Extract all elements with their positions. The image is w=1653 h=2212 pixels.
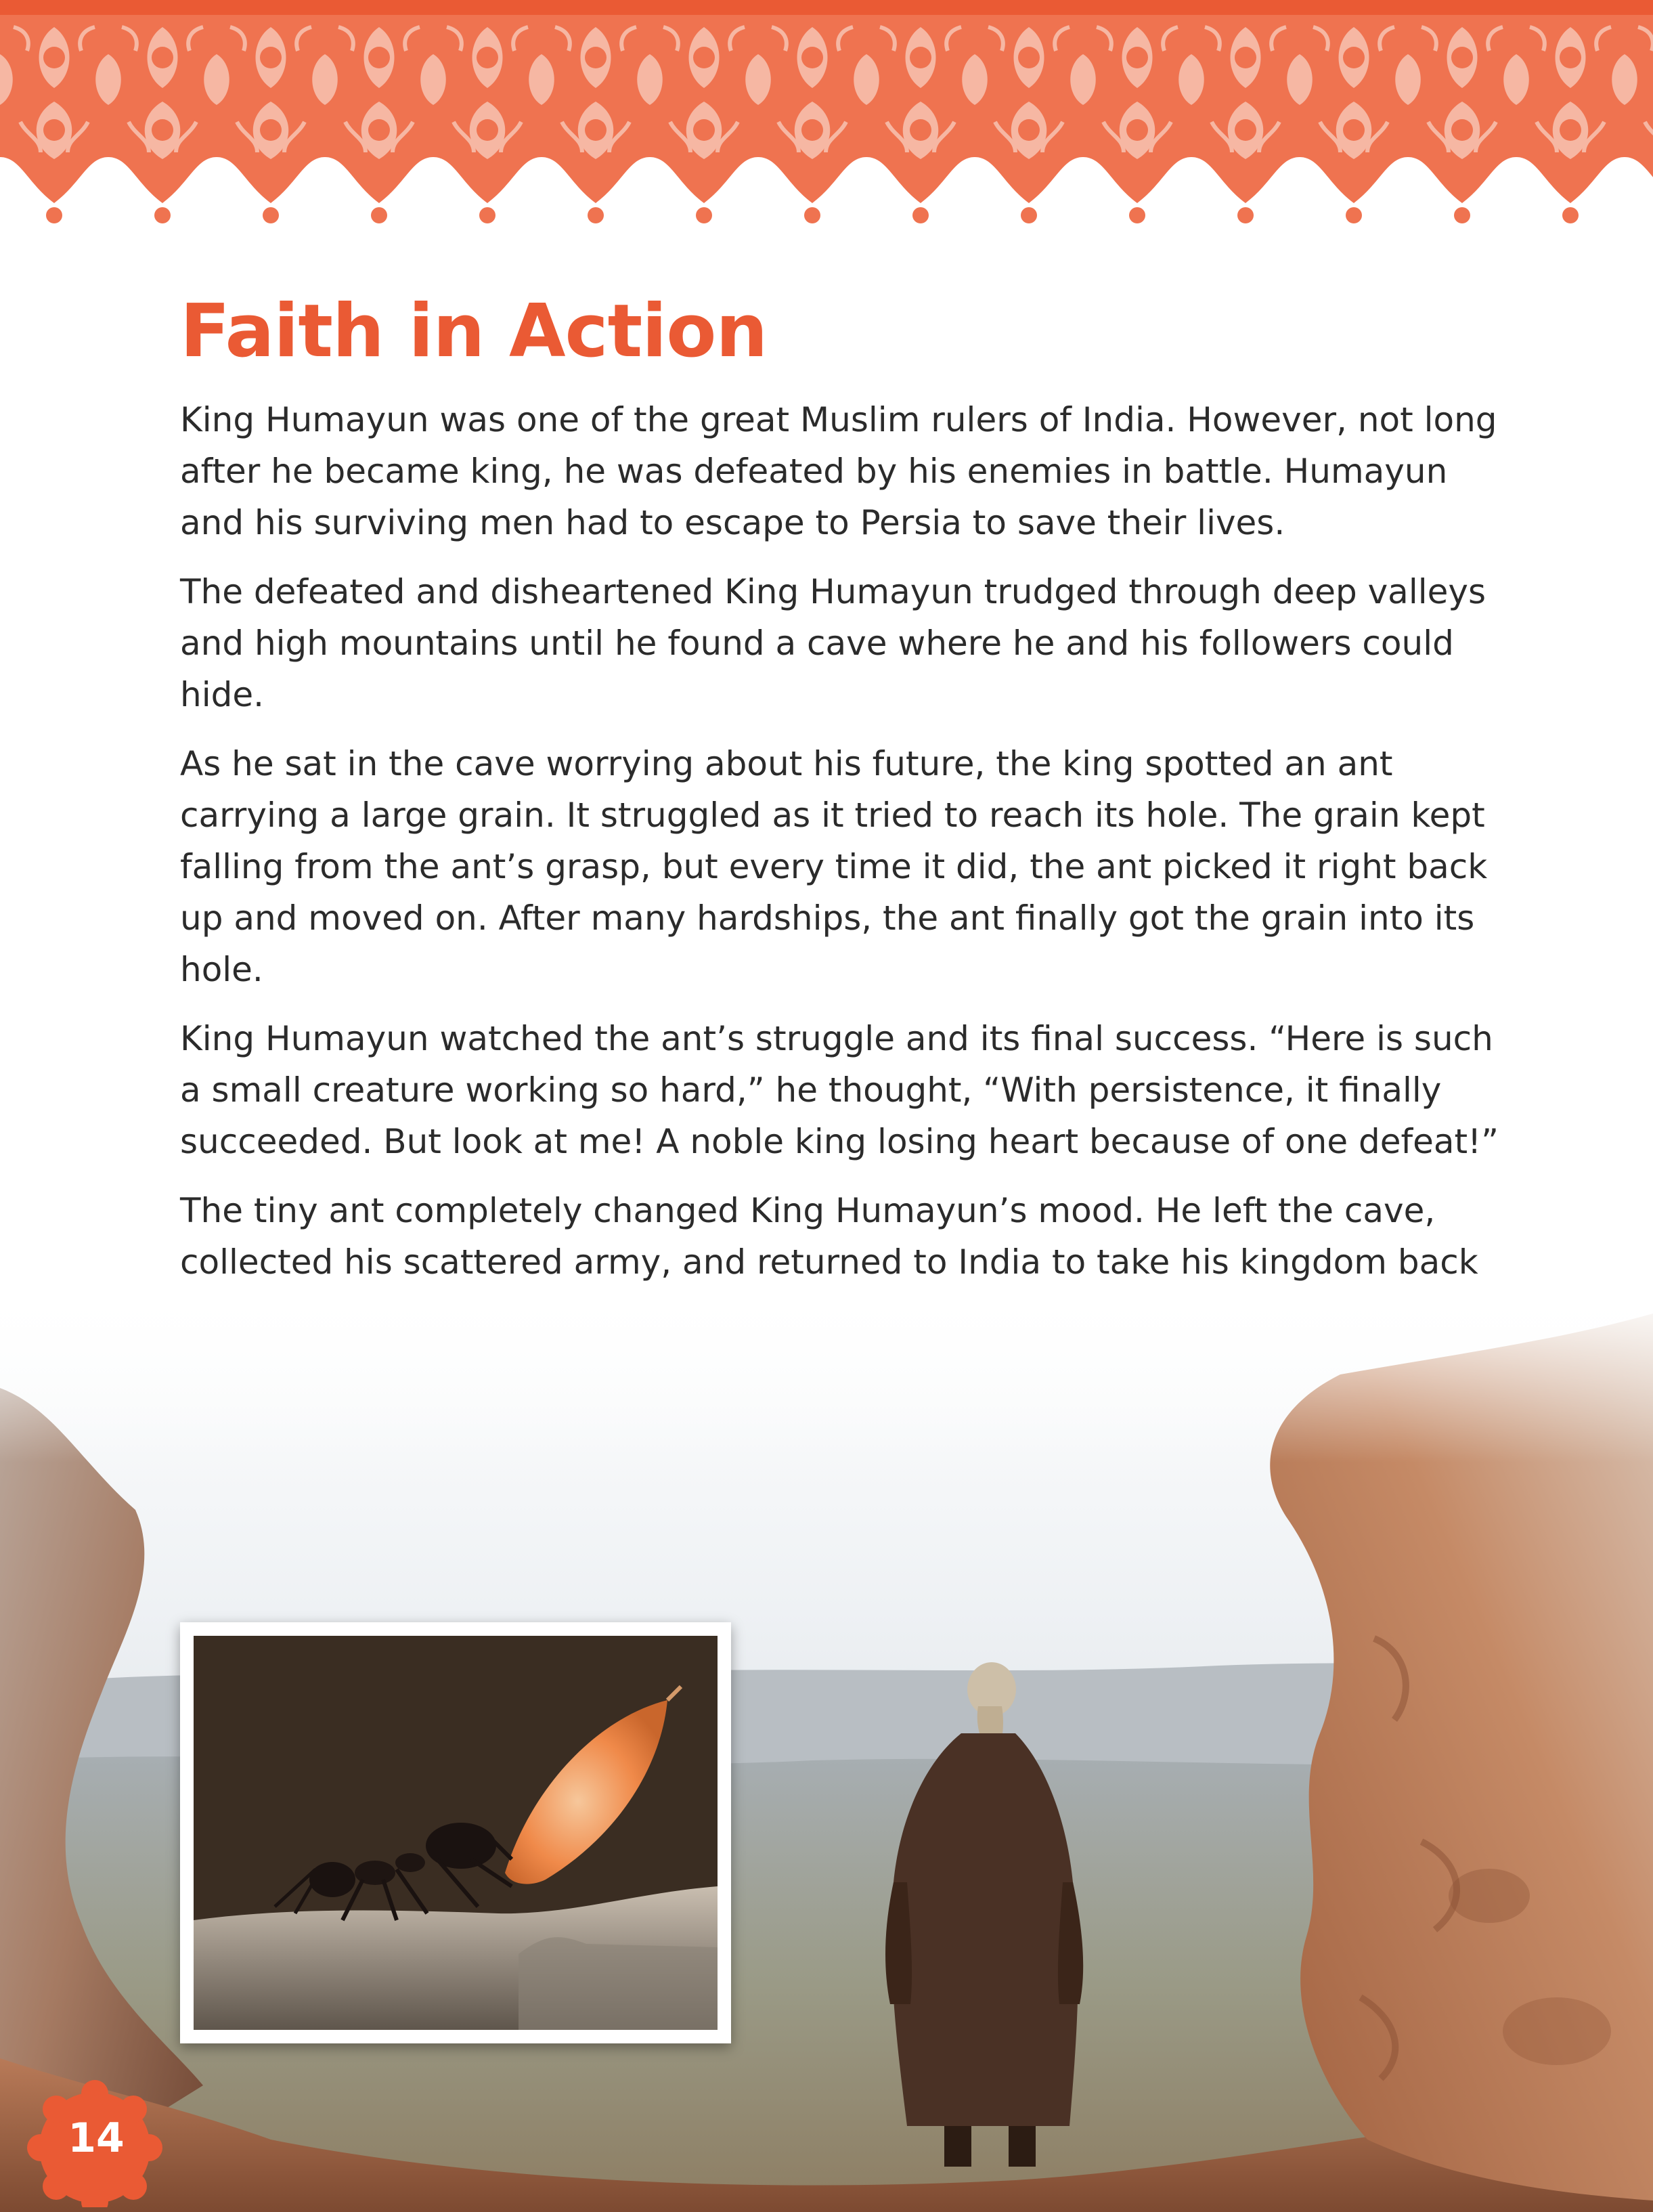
page-title: Faith in Action bbox=[180, 289, 768, 374]
paragraph: The defeated and disheartened King Humayun trudged through deep valleys and high mountains until he found a cave where he and his followers could hide. bbox=[180, 572, 1486, 714]
paragraph: The tiny ant completely changed King Humayun’s mood. He left the cave, collected his scattered army, and returned to India to take his kingdom back bbox=[180, 1191, 1478, 1282]
ant-photo bbox=[180, 1622, 731, 2043]
paragraph: King Humayun was one of the great Muslim rulers of India. However, not long after he became king, he was defeated by his enemies in battle. Humayun and his surviving men had to escape to Persia to save their lives. bbox=[180, 400, 1497, 542]
paragraph: King Humayun watched the ant’s struggle and its final success. “Here is such a small creature working so hard,” he thought, “With persistence, it finally succeeded. But look at me! A noble king losing heart because of one defeat!” bbox=[180, 1019, 1499, 1161]
paragraph: As he sat in the cave worrying about his future, the king spotted an ant carrying a large grain. It struggled as it tried to reach its hole. The grain kept falling from the ant’s grasp, but every time it did, the ant picked it right back up and moved on. After many hardships, the ant finally got the grain into its hole. bbox=[180, 744, 1488, 989]
page-number: 14 bbox=[68, 2115, 125, 2162]
story-text bbox=[180, 394, 1507, 1357]
ornamental-border bbox=[0, 0, 1653, 230]
